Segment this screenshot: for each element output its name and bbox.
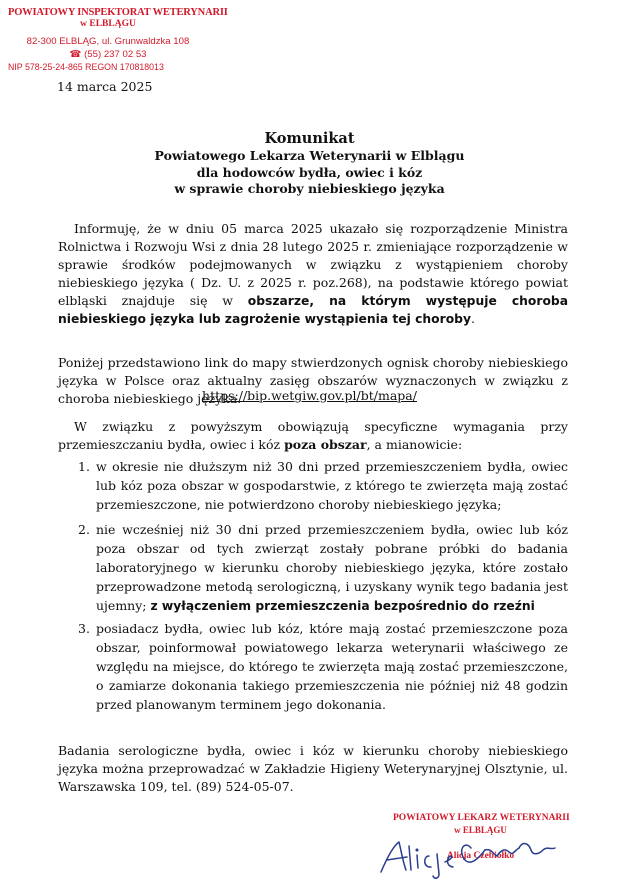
paragraph-requirements-intro bbox=[58, 418, 568, 454]
title-heading: Komunikat bbox=[264, 130, 355, 147]
requirements-intro-text: W związku z powyższym obowiązują specyficzne wymagania przy przemieszczaniu bydła, owiec i kóz bbox=[58, 419, 568, 452]
inspectorate-stamp bbox=[8, 7, 228, 74]
signature-stamp-title: POWIATOWY LEKARZ WETERYNARII bbox=[393, 813, 570, 823]
paragraph-lab-info: Badania serologiczne bydła, owiec i kóz w kierunku choroby niebieskiego języka można przeprowadzać w Zakładzie Higieny Weterynaryjnej Olsztynie, ul. Warszawska 109, tel. (89) 524-05-07. bbox=[58, 743, 568, 794]
stamp-tax-ids: NIP 578-25-24-865 REGON 170818013 bbox=[8, 62, 164, 72]
map-link[interactable]: https://bip.wetgiw.gov.pl/bt/mapa/ bbox=[202, 388, 417, 403]
list-item-text: posiadacz bydła, owiec lub kóz, które mają zostać przemieszczone poza obszar, poinformował powiatowego lekarza weterynarii właściwego ze względu na miejsce, do którego te zwierzęta mają zostać przemieszczone, o zamiarze dokonania takiego przemieszczenia nie później niż 48 godzin przed planowanym terminem jego dokonania. bbox=[96, 620, 568, 713]
paragraph-regulation bbox=[58, 220, 568, 328]
list-item-number: 2. bbox=[78, 521, 90, 537]
list-item bbox=[78, 457, 568, 515]
requirements-intro-end: , a mianowicie: bbox=[366, 437, 463, 452]
title-line-3: w sprawie choroby niebieskiego języka bbox=[174, 181, 445, 196]
title-block bbox=[0, 129, 619, 198]
stamp-city: w ELBLĄGU bbox=[80, 19, 136, 29]
title-line-2: dla hodowców bydła, owiec i kóz bbox=[196, 164, 423, 180]
paragraph-regulation-bold: obszarze, na którym występuje choroba niebieskiego języka lub zagrożenie wystąpienia tej choroby bbox=[58, 294, 568, 326]
list-item bbox=[78, 619, 568, 715]
list-item-text: nie wcześniej niż 30 dni przed przemieszczeniem bydła, owiec lub kóz poza obszar od tych zwierząt zostały pobrane próbki do badania laboratoryjnego w kierunku choroby niebieskiego języka, które zostało przeprowadzone metodą serologiczną, i uzyskany wynik tego badania jest ujemny; bbox=[96, 521, 568, 614]
list-item bbox=[78, 520, 568, 617]
stamp-address: 82-300 ELBLĄG, ul. Grunwaldzka 108 bbox=[26, 36, 190, 47]
paragraph-map-info: Poniżej przedstawiono link do mapy stwierdzonych ognisk choroby niebieskiego języka w Polsce oraz aktualny zasięg obszarów wyznaczonych w związku z choroba niebieskiego języka. bbox=[58, 355, 568, 406]
stamp-phone: ☎ (55) 237 02 53 bbox=[69, 49, 147, 60]
signature-stamp-name: Alicja Czebiołko bbox=[446, 851, 515, 861]
signature-stamp-city: w ELBLĄGU bbox=[454, 825, 507, 835]
list-item-text: w okresie nie dłuższym niż 30 dni przed przemieszczeniem bydła, owiec lub kóz poza obszar w gospodarstwie, z którego te zwierzęta mają zostać przemieszczone, nie potwierdzono choroby niebieskiego języka; bbox=[96, 459, 568, 513]
stamp-organization: POWIATOWY INSPEKTORAT WETERYNARII bbox=[8, 7, 228, 18]
document-date: 14 marca 2025 bbox=[57, 79, 153, 94]
requirements-list bbox=[78, 457, 568, 715]
handwritten-signature bbox=[373, 820, 563, 882]
paragraph-regulation-end: . bbox=[470, 311, 475, 326]
list-item-bold: z wyłączeniem przemieszczenia bezpośrednio do rzeźni bbox=[150, 599, 535, 614]
list-item-number: 3. bbox=[78, 620, 90, 636]
requirements-intro-bold: poza obszar bbox=[284, 437, 367, 452]
title-line-1: Powiatowego Lekarza Weterynarii w Elblągu bbox=[154, 148, 465, 163]
paragraph-regulation-text: Informuję, że w dniu 05 marca 2025 ukazało się rozporządzenie Ministra Rolnictwa i Rozwoju Wsi z dnia 28 lutego 2025 r. zmieniające rozporządzenie w sprawie środków podejmowanych w związku z wystąpieniem choroby niebieskiego języka ( Dz. U. z 2025 r. poz.268), na podstawie którego powiat elbląski znajduje się w bbox=[58, 221, 568, 308]
list-item-number: 1. bbox=[78, 459, 90, 474]
